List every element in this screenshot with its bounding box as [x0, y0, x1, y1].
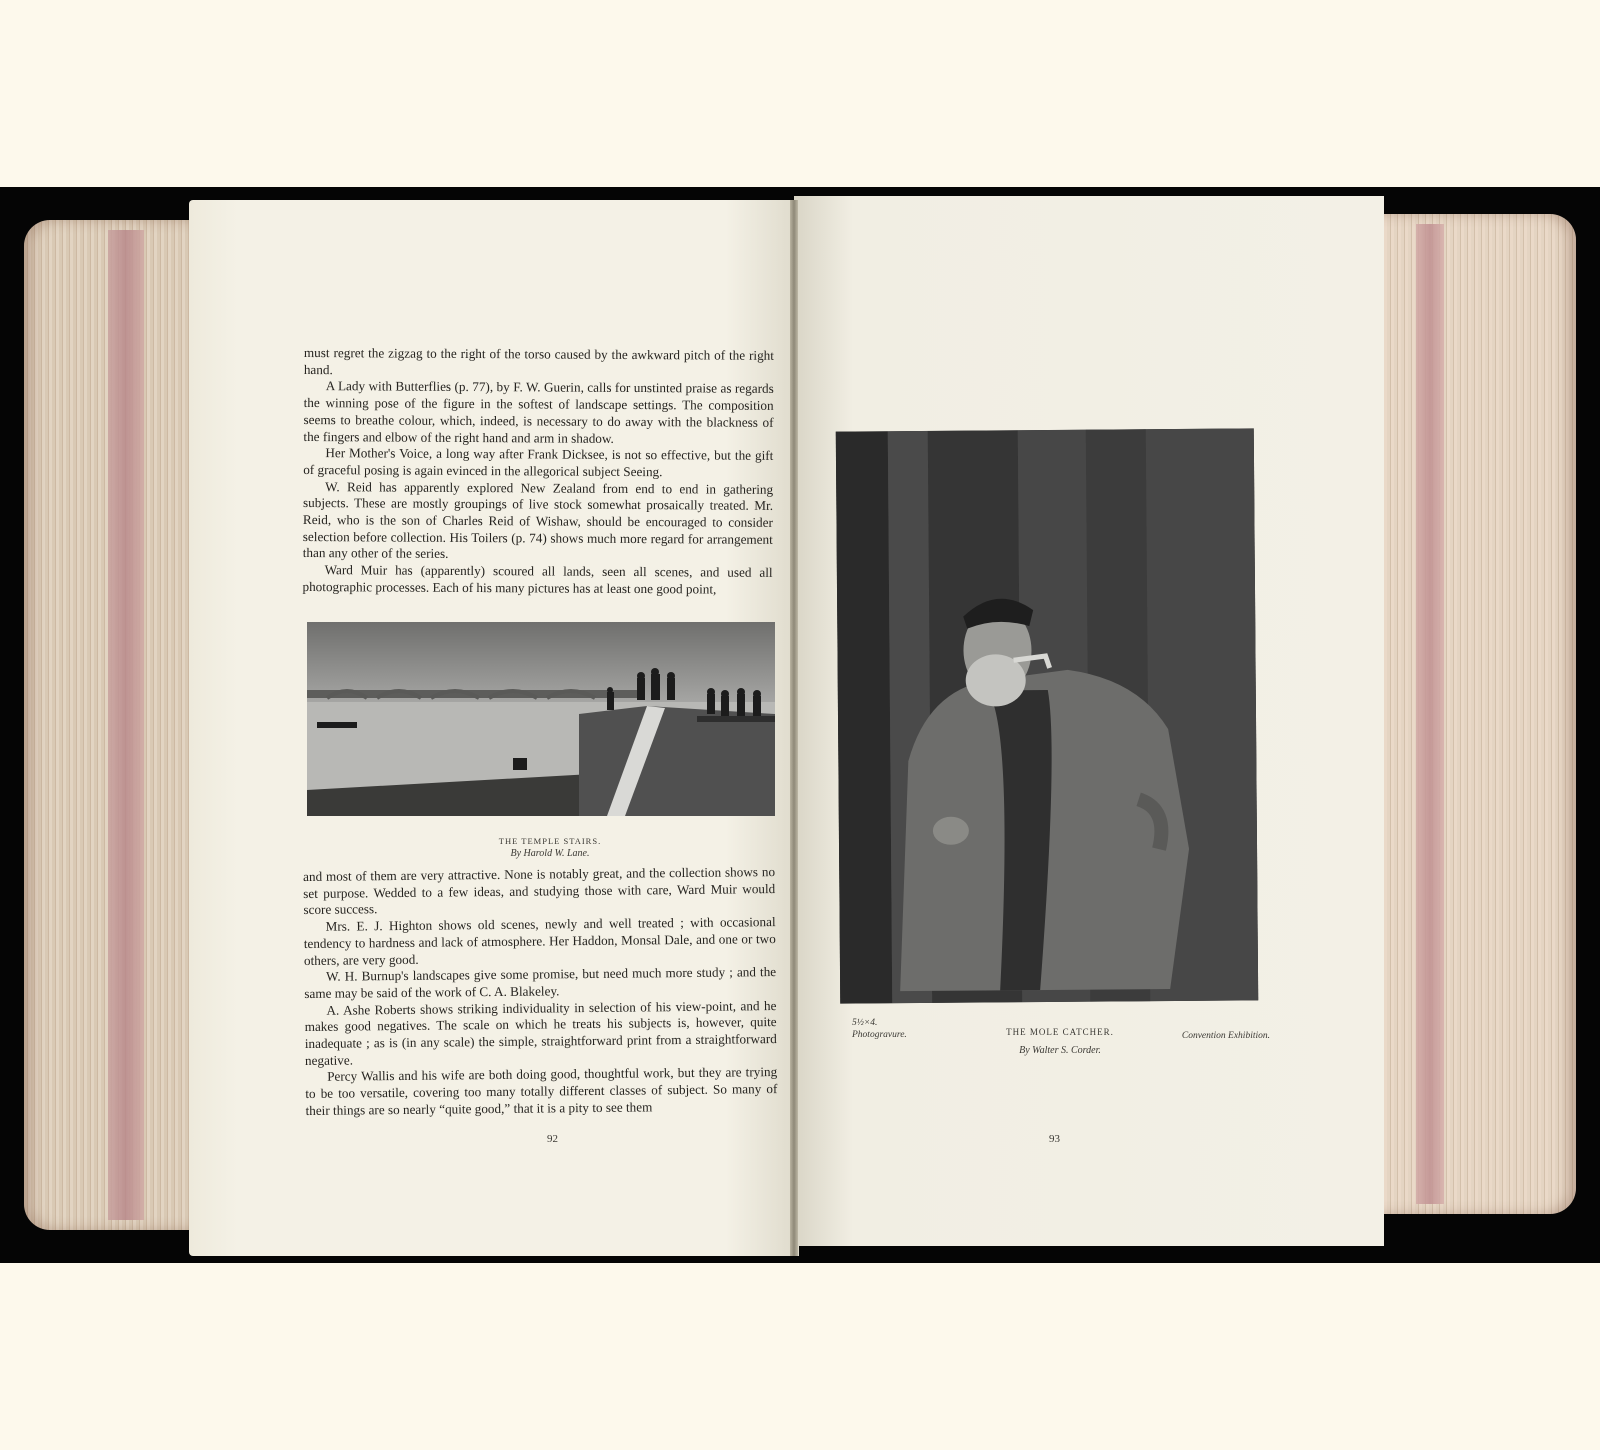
mole-catcher-size: 5½×4. [852, 1018, 878, 1028]
open-book [14, 200, 1586, 1258]
temple-stairs-caption-title: THE TEMPLE STAIRS. [498, 836, 602, 846]
right-page-edges [1366, 214, 1576, 1214]
temple-stairs-caption-author: By Harold W. Lane. [510, 848, 590, 859]
left-text-upper [302, 345, 774, 598]
temple-stairs-photo [307, 622, 775, 816]
paragraph: Ward Muir has (apparently) scoured all lands, seen all scenes, and used all photographic processes. Each of his many pictures has at least one good point, [302, 562, 773, 597]
paragraph: W. Reid has apparently explored New Zealand from end to end in gathering subjects. These are mostly groupings of live stock somewhat prosaically treated. Mr. Reid, who is the son of Charles Reid of Wishaw, should be encouraged to consider selection before collection. His Toilers (p. 74) shows much more regard for arrangement than any other of the series. [302, 478, 774, 562]
mole-catcher-photo [836, 428, 1258, 1003]
left-text-lower [303, 864, 778, 1119]
mole-catcher-process: Photogravure. [852, 1030, 907, 1040]
left-page-edges [24, 220, 204, 1230]
paragraph: and most of them are very attractive. None is notably great, and the collection shows no set purpose. Wedded to a few ideas, and studying those with care, Ward Muir would score success. [303, 864, 776, 918]
paragraph: A. Ashe Roberts shows striking individuality in selection of his view-point, and he makes good negatives. The scale on which he treats his subjects is, however, quite inadequate ; as is (in any scale) the simple, straightforward print from a straightforward negative. [304, 997, 777, 1068]
mole-catcher-caption-author: By Walter S. Corder. [1019, 1045, 1101, 1056]
paragraph: A Lady with Butterflies (p. 77), by F. W. Guerin, calls for unstinted praise as regards the winning pose of the figure in the softest of landscape settings. The composition seems to breathe colour, which, indeed, is necessary to do away with the blackness of the fingers and elbow of the right hand and arm in shadow. [303, 378, 774, 446]
mole-catcher-exhibition: Convention Exhibition. [1181, 1031, 1270, 1041]
paragraph: must regret the zigzag to the right of the torso caused by the awkward pitch of the right hand. [303, 345, 774, 377]
paragraph: Mrs. E. J. Highton shows old scenes, newly and well treated ; with occasional tendency to hardness and lack of atmosphere. Her Haddon, Monsal Dale, and one or two others, are very good. [303, 914, 776, 968]
paragraph: Her Mother's Voice, a long way after Frank Dicksee, is not so effective, but the gift of graceful posing is again evinced in the allegorical subject Seeing. [303, 445, 774, 480]
page-number-left: 92 [547, 1133, 558, 1145]
book-gutter [790, 200, 798, 1256]
page-number-right: 93 [1049, 1133, 1060, 1145]
mole-catcher-caption-title: THE MOLE CATCHER. [1006, 1027, 1114, 1037]
paragraph: Percy Wallis and his wife are both doing good, thoughtful work, but they are trying to be too versatile, covering too many totally different classes of subject. So many of their things are so nearly “quite good,” that it is a pity to see them [305, 1064, 778, 1118]
paragraph: W. H. Burnup's landscapes give some promise, but need much more study ; and the same may be said of the work of C. A. Blakeley. [304, 964, 777, 1001]
